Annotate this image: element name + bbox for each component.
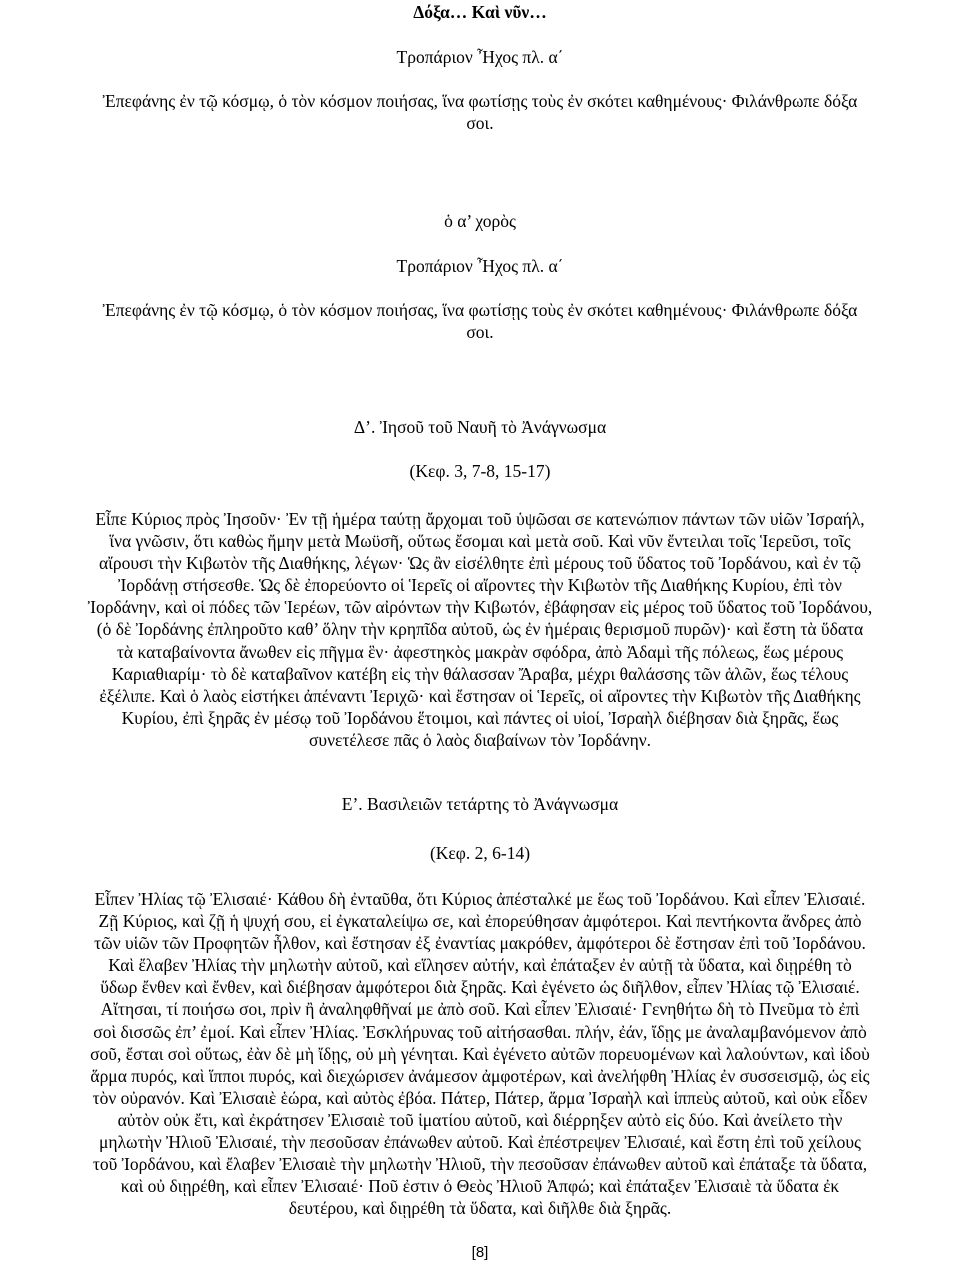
reading-e-text: [0, 888, 960, 1219]
troparion-text-1-line-1: Ἐπεφάνης ἐν τῷ κόσμῳ, ὁ τὸν κόσμον ποιήσας, ἵνα φωτίσῃς τοὺς ἐν σκότει καθημένους· Φιλάνθρωπε δόξα: [102, 91, 858, 111]
reading-e-line: Καὶ ἔλαβεν Ἠλίας τὴν μηλωτὴν αὐτοῦ, καὶ εἵλησεν αὐτήν, καὶ ἐπάταξεν ἐν αὐτῇ τὰ ὕδατα, καὶ διῃρέθη τὸ: [108, 955, 852, 976]
reading-d-line: ἐξέλιπε. Καὶ ὁ λαὸς εἱστήκει ἀπέναντι Ἰεριχῶ· καὶ ἔστησαν οἱ Ἱερεῖς, οἱ αἴροντες τὴν Κιβωτὸν τῆς Διαθήκης: [99, 685, 861, 706]
reading-d-line: Ἰορδάνην, καὶ οἱ πόδες τῶν Ἱερέων, τῶν αἰρόντων τὴν Κιβωτόν, ἐβάφησαν εἰς μέρος τοῦ ὕδατος τοῦ Ἰορδάνου,: [87, 597, 873, 618]
reading-e-line: ἅρμα πυρός, καὶ ἵπποι πυρός, καὶ διεχώρισεν ἀνάμεσον ἀμφοτέρων, καὶ ἀνελήφθη Ἠλίας ἐν συσσεισμῷ, ὡς εἰς: [90, 1065, 870, 1086]
reading-d-line: αἴρουσι τὴν Κιβωτὸν τῆς Διαθήκης, λέγων· Ὡς ἂν εἰσέλθητε ἐπὶ μέρους τοῦ ὕδατος τοῦ Ἰορδάνου, καὶ ἐν τῷ: [98, 553, 862, 574]
troparion-text-1-line-2: σοι.: [466, 113, 494, 133]
reading-e-line: αὐτὸν οὐκ ἔτι, καὶ ἐκράτησεν Ἐλισαιὲ τοῦ ἱματίου αὐτοῦ, καὶ διέρρηξεν αὐτὸ εἰς δύο. Καὶ ἀνείλετο τὴν: [117, 1109, 843, 1130]
reading-e-line: μηλωτὴν Ἠλιοῦ Ἐλισαιέ, τὴν πεσοῦσαν ἐπάνωθεν αὐτοῦ. Καὶ ἐπέστρεψεν Ἐλισαιέ, καὶ ἔστη ἐπὶ τοῦ χείλους: [99, 1132, 861, 1153]
reading-d-line: Κυρίου, ἐπὶ ξηρᾶς ἐν μέσῳ τοῦ Ἰορδάνου ἕτοιμοι, καὶ πάντες οἱ υἱοί, Ἰσραὴλ διέβησαν διὰ ξηρᾶς, ἕως: [121, 707, 839, 728]
heading-first-choir: ὁ α’ χορὸς: [444, 211, 516, 231]
reading-e-line: καὶ οὐ διῃρέθη, καὶ εἶπεν Ἐλισαιέ· Ποῦ ἐστιν ὁ Θεὸς Ἠλιοῦ Ἀπφώ; καὶ ἐπάταξεν Ἐλισαιὲ τὰ ὕδατα ἐκ: [120, 1176, 840, 1197]
reading-e-line: τοῦ Ἰορδάνου, καὶ ἔλαβεν Ἐλισαιὲ τὴν μηλωτὴν Ἠλιοῦ, τὴν πεσοῦσαν ἐπάνωθεν αὐτοῦ καὶ ἐπάταξε τὰ ὕδατα,: [92, 1154, 868, 1175]
reading-d-line: συνετέλεσε πᾶς ὁ λαὸς διαβαίνων τὸν Ἰορδάνην.: [308, 729, 652, 750]
reading-e-line: τῶν υἱῶν τῶν Προφητῶν ἦλθον, καὶ ἔστησαν ἐξ ἐναντίας μακρόθεν, ἀμφότεροι δὲ ἔστησαν ἐπὶ τοῦ Ἰορδάνου.: [94, 933, 866, 954]
reading-e-line: δευτέρου, καὶ διῃρέθη τὰ ὕδατα, καὶ διῆλθε διὰ ξηρᾶς.: [288, 1198, 672, 1219]
troparion-title-2: Τροπάριον Ἦχος πλ. α΄: [396, 256, 564, 276]
reading-e-line: σοῦ, ἔσται σοὶ οὕτως, ἐὰν δὲ μὴ ἴδῃς, οὐ μὴ γένηται. Καὶ ἐγένετο αὐτῶν πορευομένων καὶ λαλούντων, καὶ ἰδοὺ: [90, 1043, 870, 1064]
reading-e-line: Ζῇ Κύριος, καὶ ζῇ ἡ ψυχή σου, εἰ ἐγκαταλείψω σε, καὶ ἐπορεύθησαν ἀμφότεροι. Καὶ πεντήκοντα ἄνδρες ἀπὸ: [98, 911, 862, 932]
reading-e-line: ὕδωρ ἔνθεν καὶ ἔνθεν, καὶ διέβησαν ἀμφότεροι διὰ ξηρᾶς. Καὶ ἐγένετο ὡς διῆλθον, εἶπεν Ἠλίας τῷ Ἐλισαιέ.: [100, 977, 860, 998]
reading-d-title: Δ’. Ἰησοῦ τοῦ Ναυῆ τὸ Ἀνάγνωσμα: [353, 417, 607, 437]
reading-d-line: (ὁ δὲ Ἰορδάνης ἐπληροῦτο καθ’ ὅλην τὴν κρηπῖδα αὐτοῦ, ὡς ἐν ἡμέραις θερισμοῦ πυρῶν)· καὶ ἔστη τὰ ὕδατα: [96, 619, 864, 640]
reading-d-line: τὰ καταβαίνοντα ἄνωθεν εἰς πῆγμα ἓν· ἀφεστηκὸς μακρὰν σφόδρα, ἀπὸ Ἀδαμὶ τῆς πόλεως, ἕως μέρους: [116, 641, 844, 662]
reading-e-line: σοὶ δισσῶς ἐπ’ ἐμοί. Καὶ εἶπεν Ἠλίας. Ἐσκλήρυνας τοῦ αἰτήσασθαι. πλήν, ἐάν, ἴδῃς με ἀναλαμβανόμενον ἀπὸ: [93, 1021, 867, 1042]
heading-doxa: Δόξα… Καὶ νῦν…: [413, 2, 547, 22]
page-number: [8]: [471, 1244, 489, 1261]
troparion-text-2-line-1: Ἐπεφάνης ἐν τῷ κόσμῳ, ὁ τὸν κόσμον ποιήσας, ἵνα φωτίσῃς τοὺς ἐν σκότει καθημένους· Φιλάνθρωπε δόξα: [102, 300, 858, 320]
reading-e-line: τὸν οὐρανόν. Καὶ Ἐλισαιὲ ἑώρα, καὶ αὐτὸς ἐβόα. Πάτερ, Πάτερ, ἅρμα Ἰσραὴλ καὶ ἱππεὺς αὐτοῦ, καὶ οὐκ εἶδεν: [92, 1087, 868, 1108]
reading-d-line: Καριαθιαρίμ· τὸ δὲ καταβαῖνον κατέβη εἰς τὴν θάλασσαν Ἄραβα, μέχρι θαλάσσης τῶν ἁλῶν, ἕως τέλους: [111, 663, 849, 684]
reading-e-reference: (Κεφ. 2, 6-14): [429, 843, 531, 863]
troparion-text-2-line-2: σοι.: [466, 322, 494, 342]
reading-d-reference: (Κεφ. 3, 7-8, 15-17): [409, 461, 551, 481]
reading-d-line: ἵνα γνῶσιν, ὅτι καθὼς ἤμην μετὰ Μωϋσῆ, οὕτως ἔσομαι καὶ μετὰ σοῦ. Καὶ νῦν ἔντειλαι τοῖς Ἱερεῦσι, τοῖς: [109, 531, 851, 552]
reading-d-line: Ἰορδάνῃ στήσεσθε. Ὡς δὲ ἐπορεύοντο οἱ Ἱερεῖς οἱ αἴροντες τὴν Κιβωτὸν τῆς Διαθήκης Κυρίου, ἐπὶ τὸν: [118, 575, 842, 596]
reading-d-text: [0, 508, 960, 751]
troparion-title-1: Τροπάριον Ἦχος πλ. α΄: [396, 47, 564, 67]
reading-d-line: Εἶπε Κύριος πρὸς Ἰησοῦν· Ἐν τῇ ἡμέρα ταύτῃ ἄρχομαι τοῦ ὑψῶσαι σε κατενώπιον πάντων τῶν υἱῶν Ἰσραήλ,: [95, 509, 865, 529]
reading-e-title: Ε’. Βασιλειῶν τετάρτης τὸ Ἀνάγνωσμα: [341, 794, 619, 814]
reading-e-line: Αἴτησαι, τί ποιήσω σοι, πρὶν ἢ ἀναληφθῆναί με ἀπὸ σοῦ. Καὶ εἶπεν Ἐλισαιέ· Γενηθήτω δὴ τὸ Πνεῦμα τὸ ἐπὶ: [100, 999, 860, 1020]
reading-e-line: Εἶπεν Ἠλίας τῷ Ἐλισαιέ· Κάθου δὴ ἐνταῦθα, ὅτι Κύριος ἀπέσταλκέ με ἕως τοῦ Ἰορδάνου. Καὶ εἶπεν Ἐλισαιέ.: [94, 889, 866, 909]
